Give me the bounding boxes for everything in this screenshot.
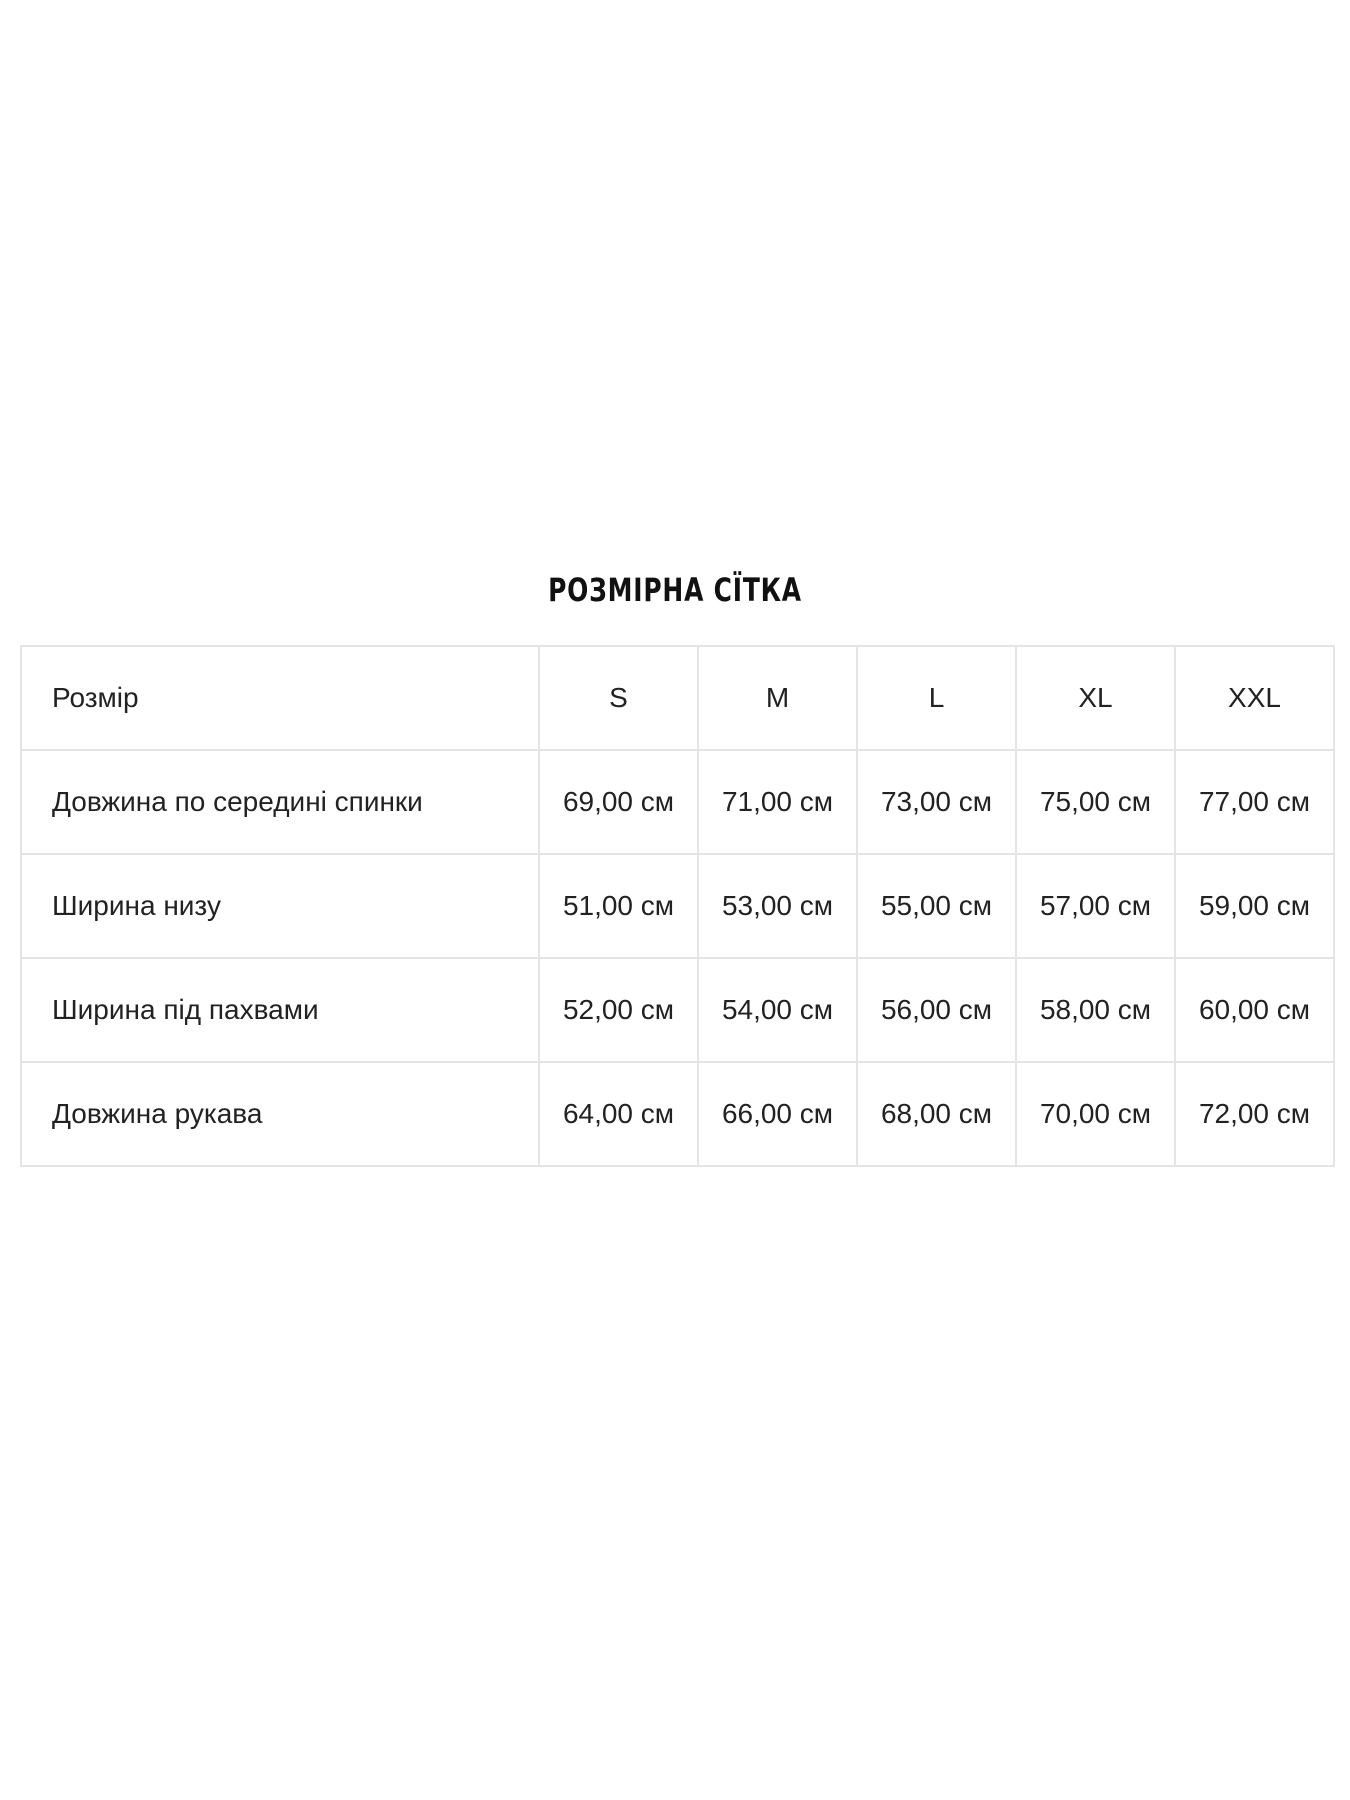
measurement-cell: 51,00 см bbox=[539, 854, 698, 958]
measurement-cell: 77,00 см bbox=[1175, 750, 1334, 854]
measurement-cell: 69,00 см bbox=[539, 750, 698, 854]
row-label-cell: Довжина по середині спинки bbox=[21, 750, 539, 854]
measurement-cell: 64,00 см bbox=[539, 1062, 698, 1166]
measurement-cell: 75,00 см bbox=[1016, 750, 1175, 854]
row-label-cell: Ширина низу bbox=[21, 854, 539, 958]
header-size-cell: S bbox=[539, 646, 698, 750]
measurement-cell: 54,00 см bbox=[698, 958, 857, 1062]
table-row bbox=[21, 958, 1334, 1062]
measurement-cell: 55,00 см bbox=[857, 854, 1016, 958]
measurement-cell: 57,00 см bbox=[1016, 854, 1175, 958]
header-size-cell: M bbox=[698, 646, 857, 750]
measurement-cell: 59,00 см bbox=[1175, 854, 1334, 958]
page-title: РОЗМІРНА СЇТКА bbox=[548, 571, 802, 609]
header-size-cell: XL bbox=[1016, 646, 1175, 750]
measurement-cell: 72,00 см bbox=[1175, 1062, 1334, 1166]
measurement-cell: 66,00 см bbox=[698, 1062, 857, 1166]
row-label-cell: Ширина під пахвами bbox=[21, 958, 539, 1062]
measurement-cell: 68,00 см bbox=[857, 1062, 1016, 1166]
table-row bbox=[21, 1062, 1334, 1166]
measurement-cell: 70,00 см bbox=[1016, 1062, 1175, 1166]
table-row bbox=[21, 750, 1334, 854]
measurement-cell: 73,00 см bbox=[857, 750, 1016, 854]
table-row bbox=[21, 854, 1334, 958]
measurement-cell: 60,00 см bbox=[1175, 958, 1334, 1062]
measurement-cell: 71,00 см bbox=[698, 750, 857, 854]
row-label-cell: Довжина рукава bbox=[21, 1062, 539, 1166]
measurement-cell: 56,00 см bbox=[857, 958, 1016, 1062]
measurement-cell: 52,00 см bbox=[539, 958, 698, 1062]
header-size-cell: XXL bbox=[1175, 646, 1334, 750]
size-table bbox=[20, 645, 1335, 1167]
measurement-cell: 53,00 см bbox=[698, 854, 857, 958]
header-size-cell: L bbox=[857, 646, 1016, 750]
table-header-row bbox=[21, 646, 1334, 750]
header-label-cell: Розмір bbox=[21, 646, 539, 750]
measurement-cell: 58,00 см bbox=[1016, 958, 1175, 1062]
